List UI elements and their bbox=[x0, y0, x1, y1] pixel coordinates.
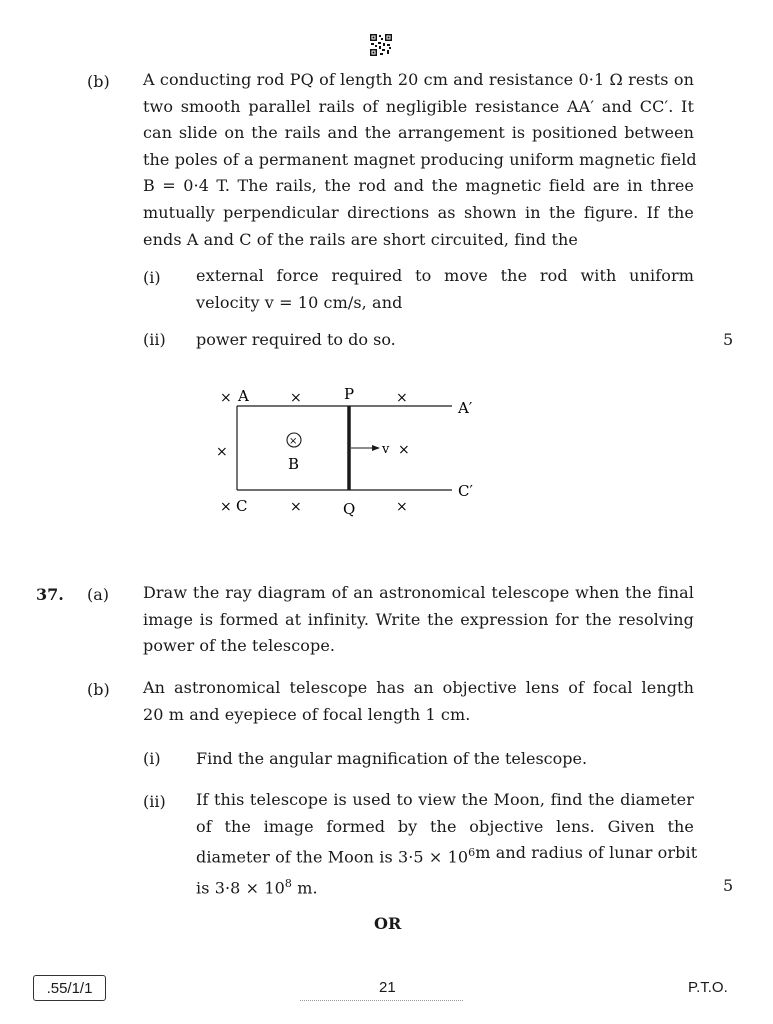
subpart-i-text bbox=[196, 263, 694, 316]
cross-mark: × bbox=[396, 499, 408, 515]
label-b: B bbox=[288, 455, 300, 473]
text-line: Draw the ray diagram of an astronomical telescope when the final bbox=[143, 583, 694, 602]
text-line: the poles of a permanent magnet producing uniform magnetic field bbox=[143, 149, 697, 169]
please-turn-over: P.T.O. bbox=[688, 979, 728, 996]
cross-mark: × bbox=[290, 390, 302, 406]
question-part-label: (a) bbox=[87, 585, 110, 604]
marks: 5 bbox=[723, 876, 734, 895]
text-line bbox=[196, 871, 694, 902]
subpart-label: (i) bbox=[143, 268, 161, 287]
cross-mark: × bbox=[398, 442, 410, 458]
text-line: two smooth parallel rails of negligible resistance AA′ and CC′. It bbox=[143, 96, 694, 116]
marks: 5 bbox=[723, 330, 734, 349]
subpart-label: (ii) bbox=[143, 792, 166, 811]
question-37b-text bbox=[143, 675, 694, 728]
subpart-label: (ii) bbox=[143, 330, 166, 349]
text-line: of the image formed by the objective lens. Given the bbox=[196, 816, 694, 836]
text-fragment: m. bbox=[292, 878, 318, 898]
subpart-ii-text: power required to do so. bbox=[196, 330, 396, 349]
text-line: power of the telescope. bbox=[143, 636, 336, 656]
text-segment bbox=[196, 840, 475, 871]
subpart-i-text: Find the angular magnification of the telescope. bbox=[196, 749, 588, 768]
label-c: C bbox=[236, 497, 248, 515]
label-a-prime: A′ bbox=[458, 399, 473, 417]
superscript: 8 bbox=[284, 877, 293, 891]
question-37a-text bbox=[143, 580, 694, 660]
text-line: ends A and C of the rails are short circuited, find the bbox=[143, 229, 578, 249]
text-line: B = 0·4 T. The rails, the rod and the magnetic field are in three bbox=[143, 176, 694, 196]
velocity-arrow-head bbox=[372, 445, 380, 451]
text-line: If this telescope is used to view the Moon, find the diameter bbox=[196, 790, 694, 809]
text-line: external force required to move the rod with uniform bbox=[196, 266, 694, 285]
text-line: velocity v = 10 cm/s, and bbox=[196, 292, 403, 312]
question-part-label: (b) bbox=[87, 680, 110, 699]
label-p: P bbox=[344, 385, 355, 403]
text-line: 20 m and eyepiece of focal length 1 cm. bbox=[143, 704, 471, 724]
text-line: image is formed at infinity. Write the expression for the resolving bbox=[143, 609, 694, 629]
text-line: can slide on the rails and the arrangement is positioned between bbox=[143, 123, 694, 143]
question-part-label: (b) bbox=[87, 72, 110, 91]
text-fragment: m and radius of lunar orbit bbox=[475, 843, 698, 863]
label-a: A bbox=[238, 387, 249, 405]
subpart-label: (i) bbox=[143, 749, 161, 768]
question-number: 37. bbox=[36, 585, 64, 604]
footer-divider bbox=[300, 1000, 463, 1001]
cross-mark: × bbox=[220, 390, 232, 406]
cross-mark: × bbox=[220, 499, 232, 515]
text-line: mutually perpendicular directions as shown in the figure. If the bbox=[143, 202, 694, 222]
text-line: An astronomical telescope has an objective lens of focal length bbox=[143, 678, 694, 697]
or-separator: OR bbox=[374, 914, 402, 933]
b-field-cross: × bbox=[289, 436, 298, 447]
cross-mark: × bbox=[216, 444, 228, 460]
superscript: 6 bbox=[468, 846, 476, 860]
rail-rod-figure bbox=[200, 378, 500, 523]
text-fragment: diameter of the Moon is 3·5 × 10 bbox=[196, 847, 469, 867]
text-line: A conducting rod PQ of length 20 cm and resistance 0·1 Ω rests on bbox=[143, 70, 694, 89]
label-v: v bbox=[382, 442, 390, 457]
paper-code: .55/1/1 bbox=[33, 975, 106, 1001]
question-36b-text bbox=[143, 67, 697, 253]
qr-code bbox=[369, 33, 393, 57]
text-fragment: is 3·8 × 10 bbox=[196, 878, 285, 898]
text-line bbox=[196, 840, 698, 871]
subpart-ii-text bbox=[196, 787, 698, 902]
label-c-prime: C′ bbox=[458, 482, 473, 500]
cross-mark: × bbox=[396, 390, 408, 406]
cross-mark: × bbox=[290, 499, 302, 515]
label-q: Q bbox=[343, 500, 356, 518]
page-number: 21 bbox=[379, 979, 396, 996]
